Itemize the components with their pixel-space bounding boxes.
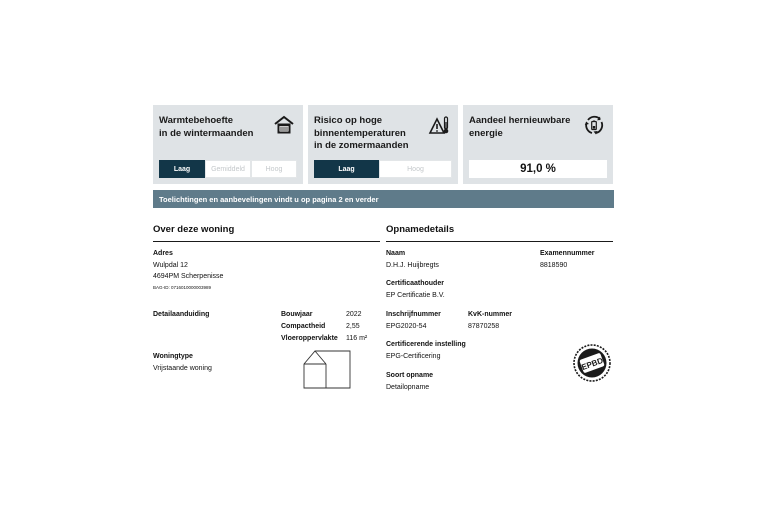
adres-city: 4694PM Scherpenisse (153, 273, 224, 280)
bouwjaar-label: Bouwjaar (281, 311, 313, 318)
adres-label: Adres (153, 250, 173, 257)
card-warmtebehoefte (153, 105, 303, 184)
certificaathouder-value: EP Certificatie B.V. (386, 292, 445, 299)
soort-opname-label: Soort opname (386, 372, 434, 379)
section-divider (153, 241, 380, 242)
epbd-seal-icon (572, 343, 612, 383)
examennummer-value: 8818590 (540, 262, 568, 269)
scale-option-laag: Laag (314, 160, 379, 178)
detail-label: Detailaanduiding (153, 311, 210, 318)
renewable-share-value: 91,0 % (469, 160, 607, 178)
card-title: Aandeel hernieuwbare energie (469, 115, 571, 139)
woningtype-value: Vrijstaande woning (153, 365, 212, 372)
card-risico-oververhitting (308, 105, 458, 184)
inschrijfnummer-value: EPG2020-54 (386, 323, 427, 330)
kvk-label: KvK-nummer (468, 311, 512, 318)
kvk-value: 87870258 (468, 323, 500, 330)
woningtype-label: Woningtype (153, 353, 193, 360)
section-title-opname: Opnamedetails (386, 224, 455, 235)
scale-risico (314, 160, 452, 178)
compactheid-label: Compactheid (281, 323, 326, 330)
inschrijfnummer-label: Inschrijfnummer (386, 311, 441, 318)
card-hernieuwbare-energie (463, 105, 613, 184)
renewable-energy-icon (583, 114, 605, 136)
certificaathouder-label: Certificaathouder (386, 280, 444, 287)
house-heating-icon (273, 114, 295, 136)
scale-option-hoog: Hoog (251, 160, 297, 178)
adres-street: Wulpdal 12 (153, 262, 188, 269)
vloeroppervlakte-label: Vloeroppervlakte (281, 335, 338, 342)
info-banner: Toelichtingen en aanbevelingen vindt u op pagina 2 en verder (153, 190, 614, 208)
vloeroppervlakte-value: 116 m² (346, 335, 368, 342)
card-title: Risico op hoge binnentemperaturen in de zomermaanden (314, 115, 409, 151)
thermometer-warning-icon (428, 114, 450, 136)
scale-warmtebehoefte (159, 160, 297, 178)
naam-value: D.H.J. Huijbregts (386, 262, 439, 269)
compactheid-value: 2,55 (346, 323, 360, 330)
detached-house-icon (302, 348, 352, 390)
certificerende-instelling-label: Certificerende instelling (386, 341, 466, 348)
indicator-cards (153, 105, 614, 184)
soort-opname-value: Detailopname (386, 384, 430, 391)
section-title-woning: Over deze woning (153, 224, 235, 235)
section-divider (386, 241, 613, 242)
epbd-logo-text: EPBD (580, 355, 605, 372)
scale-option-hoog: Hoog (379, 160, 452, 178)
naam-label: Naam (386, 250, 406, 257)
scale-option-laag: Laag (159, 160, 205, 178)
examennummer-label: Examennummer (540, 250, 595, 257)
certificerende-instelling-value: EPG-Certificering (386, 353, 441, 360)
scale-option-gemiddeld: Gemiddeld (205, 160, 251, 178)
bouwjaar-value: 2022 (346, 311, 362, 318)
bag-id: BAG-ID: 0716010000003989 (153, 285, 212, 290)
card-title: Warmtebehoefte in de wintermaanden (159, 115, 254, 139)
